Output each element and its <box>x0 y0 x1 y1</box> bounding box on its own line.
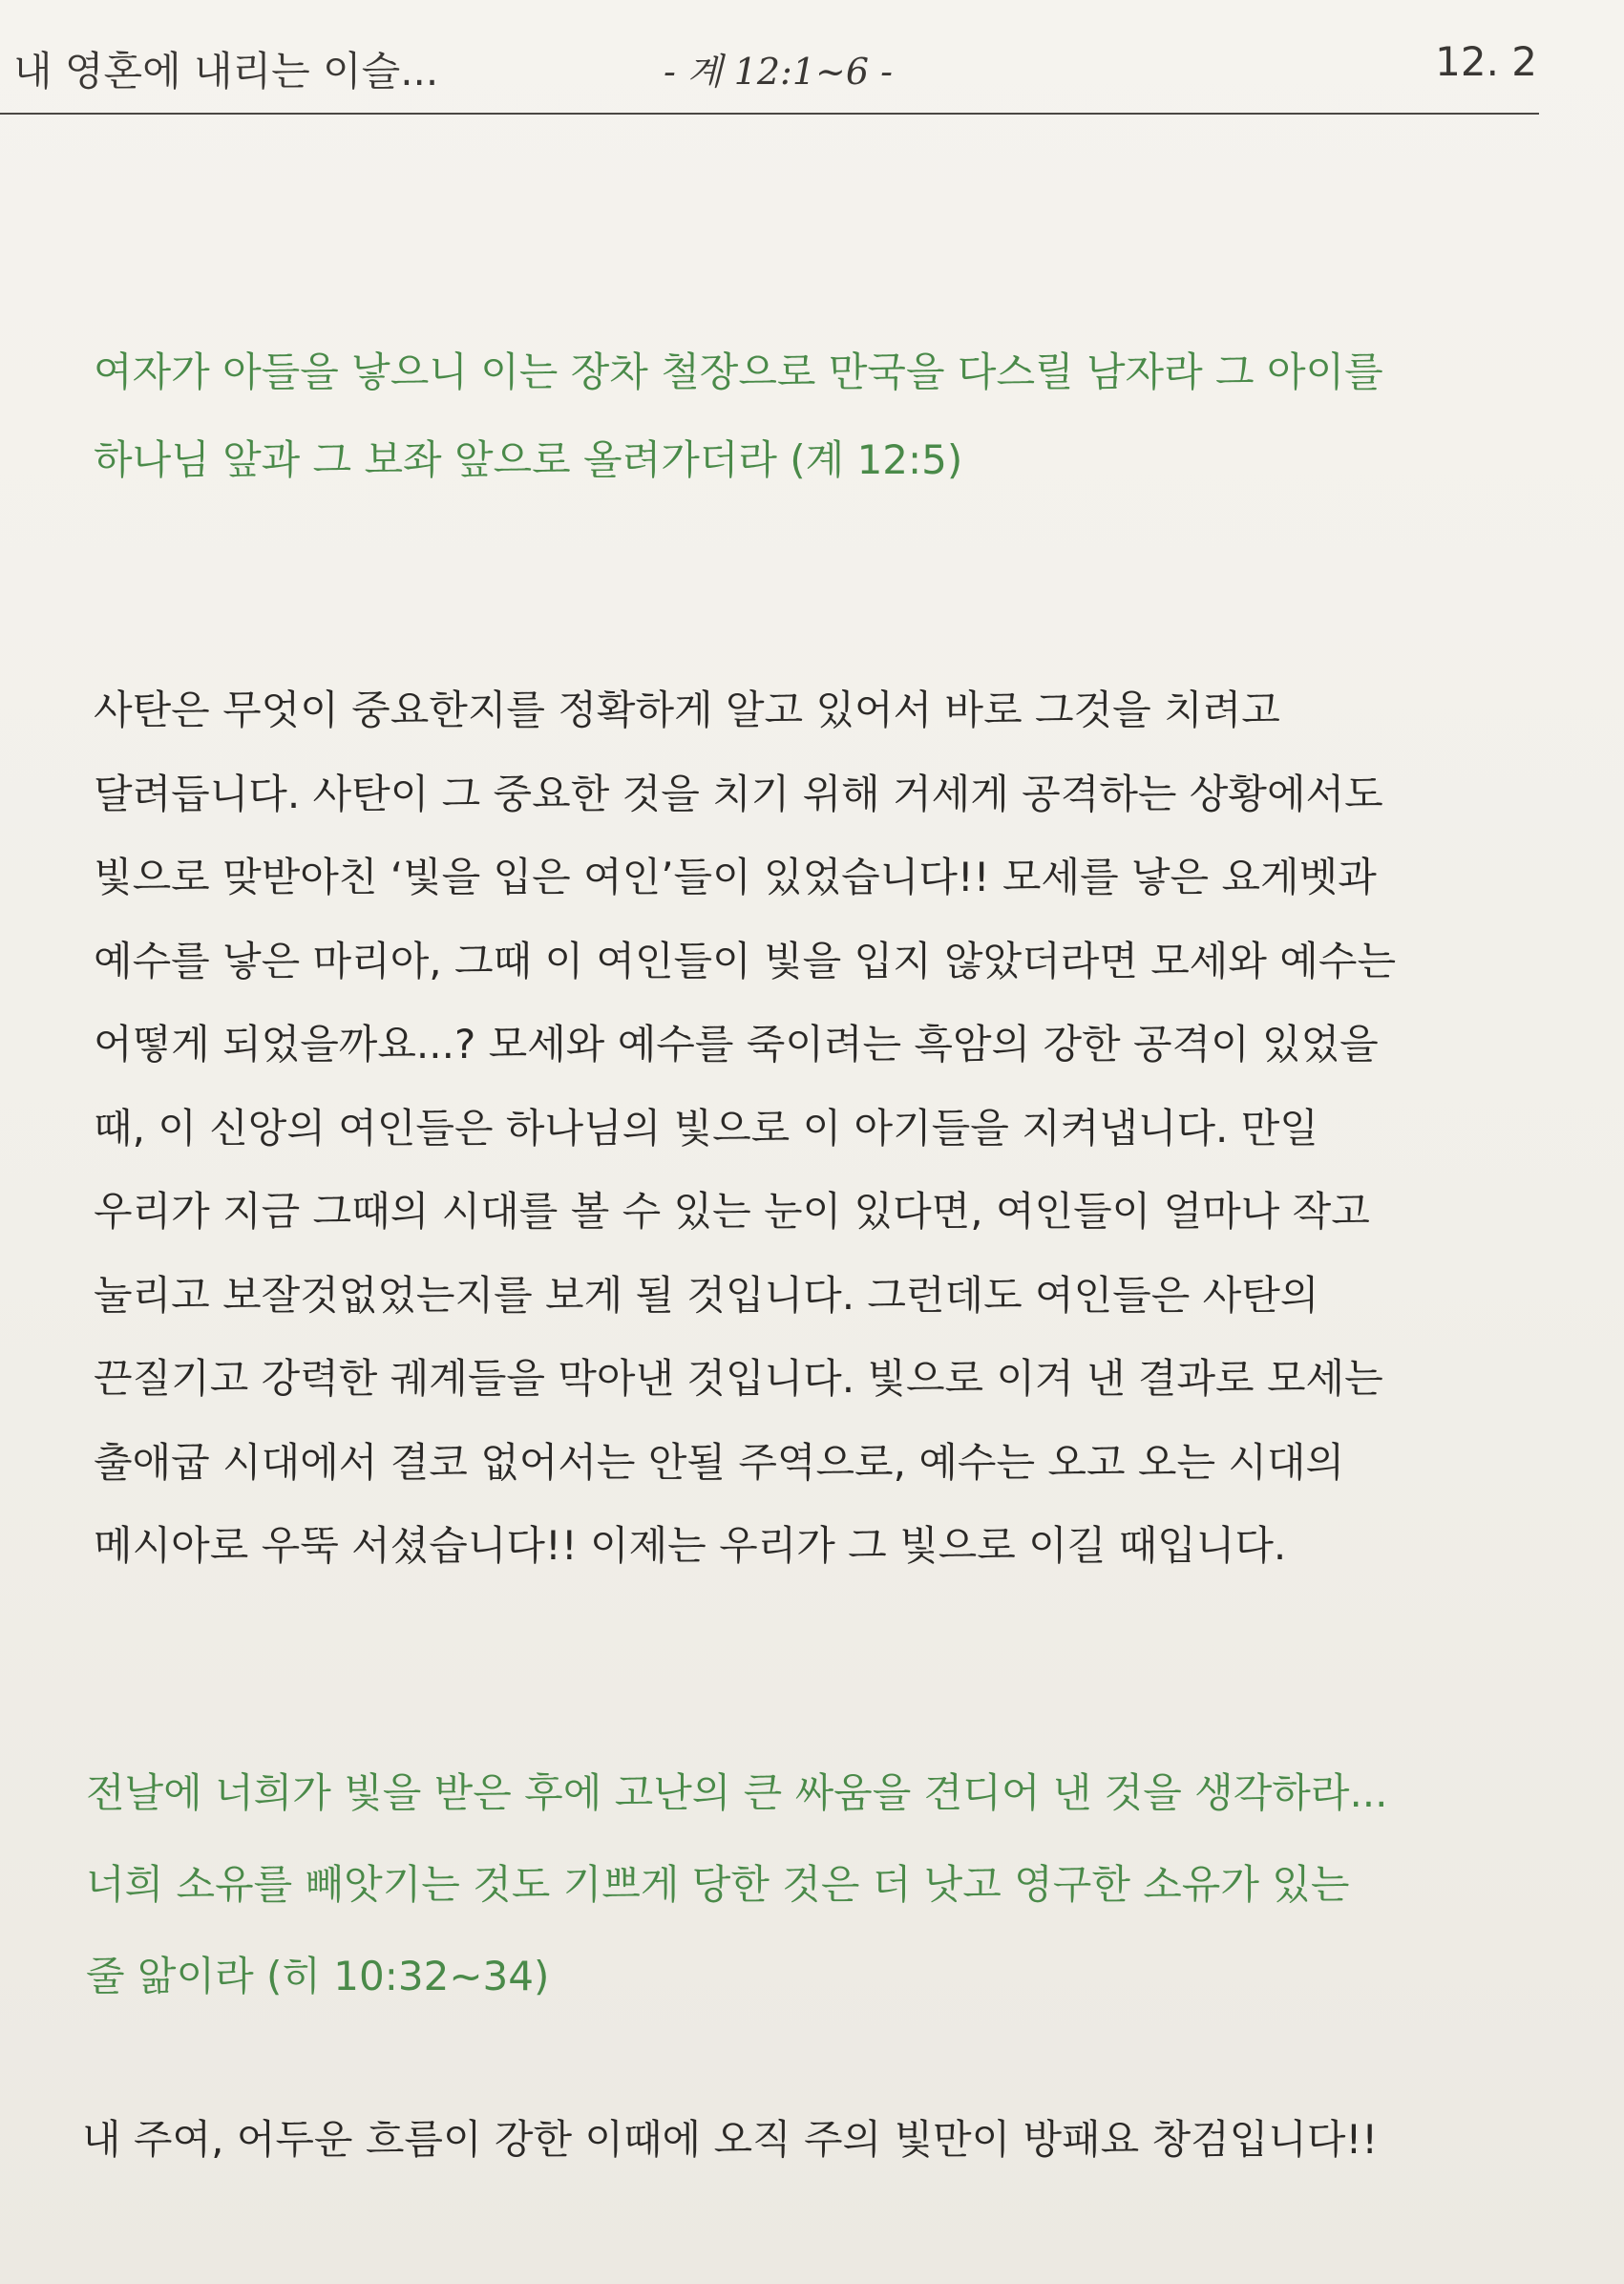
body-line: 때, 이 신앙의 여인들은 하나님의 빛으로 이 아기들을 지켜냅니다. 만일 <box>94 1104 1318 1152</box>
body-line: 끈질기고 강력한 궤계들을 막아낸 것입니다. 빛으로 이겨 낸 결과로 모세는 <box>94 1355 1383 1402</box>
key-verse-line: 하나님 앞과 그 보좌 앞으로 올려가더라 (계 12:5) <box>94 436 963 483</box>
body-line: 예수를 낳은 마리아, 그때 이 여인들이 빛을 입지 않았더라면 모세와 예수는 <box>94 937 1397 984</box>
supporting-verse-line: 줄 앎이라 (히 10:32~34) <box>86 1953 550 1999</box>
supporting-verse-line: 너희 소유를 빼앗기는 것도 기쁘게 당한 것은 더 낫고 영구한 소유가 있는 <box>86 1861 1350 1908</box>
scripture-reference: - 계 12:1~6 - <box>664 51 893 93</box>
devotional-title: 내 영혼에 내리는 이슬... <box>13 48 439 95</box>
body-line: 사탄은 무엇이 중요한지를 정확하게 알고 있어서 바로 그것을 치려고 <box>94 687 1280 733</box>
key-verse <box>94 328 1383 504</box>
body-line: 눌리고 보잘것없었는지를 보게 될 것입니다. 그런데도 여인들은 사탄의 <box>94 1271 1319 1319</box>
supporting-verse <box>86 1747 1388 2022</box>
body-line: 출애굽 시대에서 결코 없어서는 안될 주역으로, 예수는 오고 오는 시대의 <box>94 1438 1345 1486</box>
body-line: 빛으로 맞받아친 ‘빛을 입은 여인’들이 있었습니다!! 모세를 낳은 요게벳과 <box>94 854 1377 900</box>
page-header <box>0 27 1539 115</box>
meditation-body <box>94 668 1396 1588</box>
key-verse-line: 여자가 아들을 낳으니 이는 장차 철장으로 만국을 다스릴 남자라 그 아이를 <box>94 349 1383 395</box>
closing-prayer: 내 주여, 어두운 흐름이 강한 이때에 오직 주의 빛만이 방패요 창검입니다!! <box>82 2116 1379 2163</box>
body-line: 달려듭니다. 사탄이 그 중요한 것을 치기 위해 거세게 공격하는 상황에서도 <box>94 770 1383 817</box>
page-date: 12. 2 <box>1435 38 1537 85</box>
supporting-verse-line: 전날에 너희가 빛을 받은 후에 고난의 큰 싸움을 견디어 낸 것을 생각하라... <box>86 1769 1388 1816</box>
body-line: 메시아로 우뚝 서셨습니다!! 이제는 우리가 그 빛으로 이길 때입니다. <box>94 1522 1287 1569</box>
body-line: 우리가 지금 그때의 시대를 볼 수 있는 눈이 있다면, 여인들이 얼마나 작고 <box>94 1188 1370 1235</box>
body-line: 어떻게 되었을까요...? 모세와 예수를 죽이려는 흑암의 강한 공격이 있었을 <box>94 1021 1379 1068</box>
